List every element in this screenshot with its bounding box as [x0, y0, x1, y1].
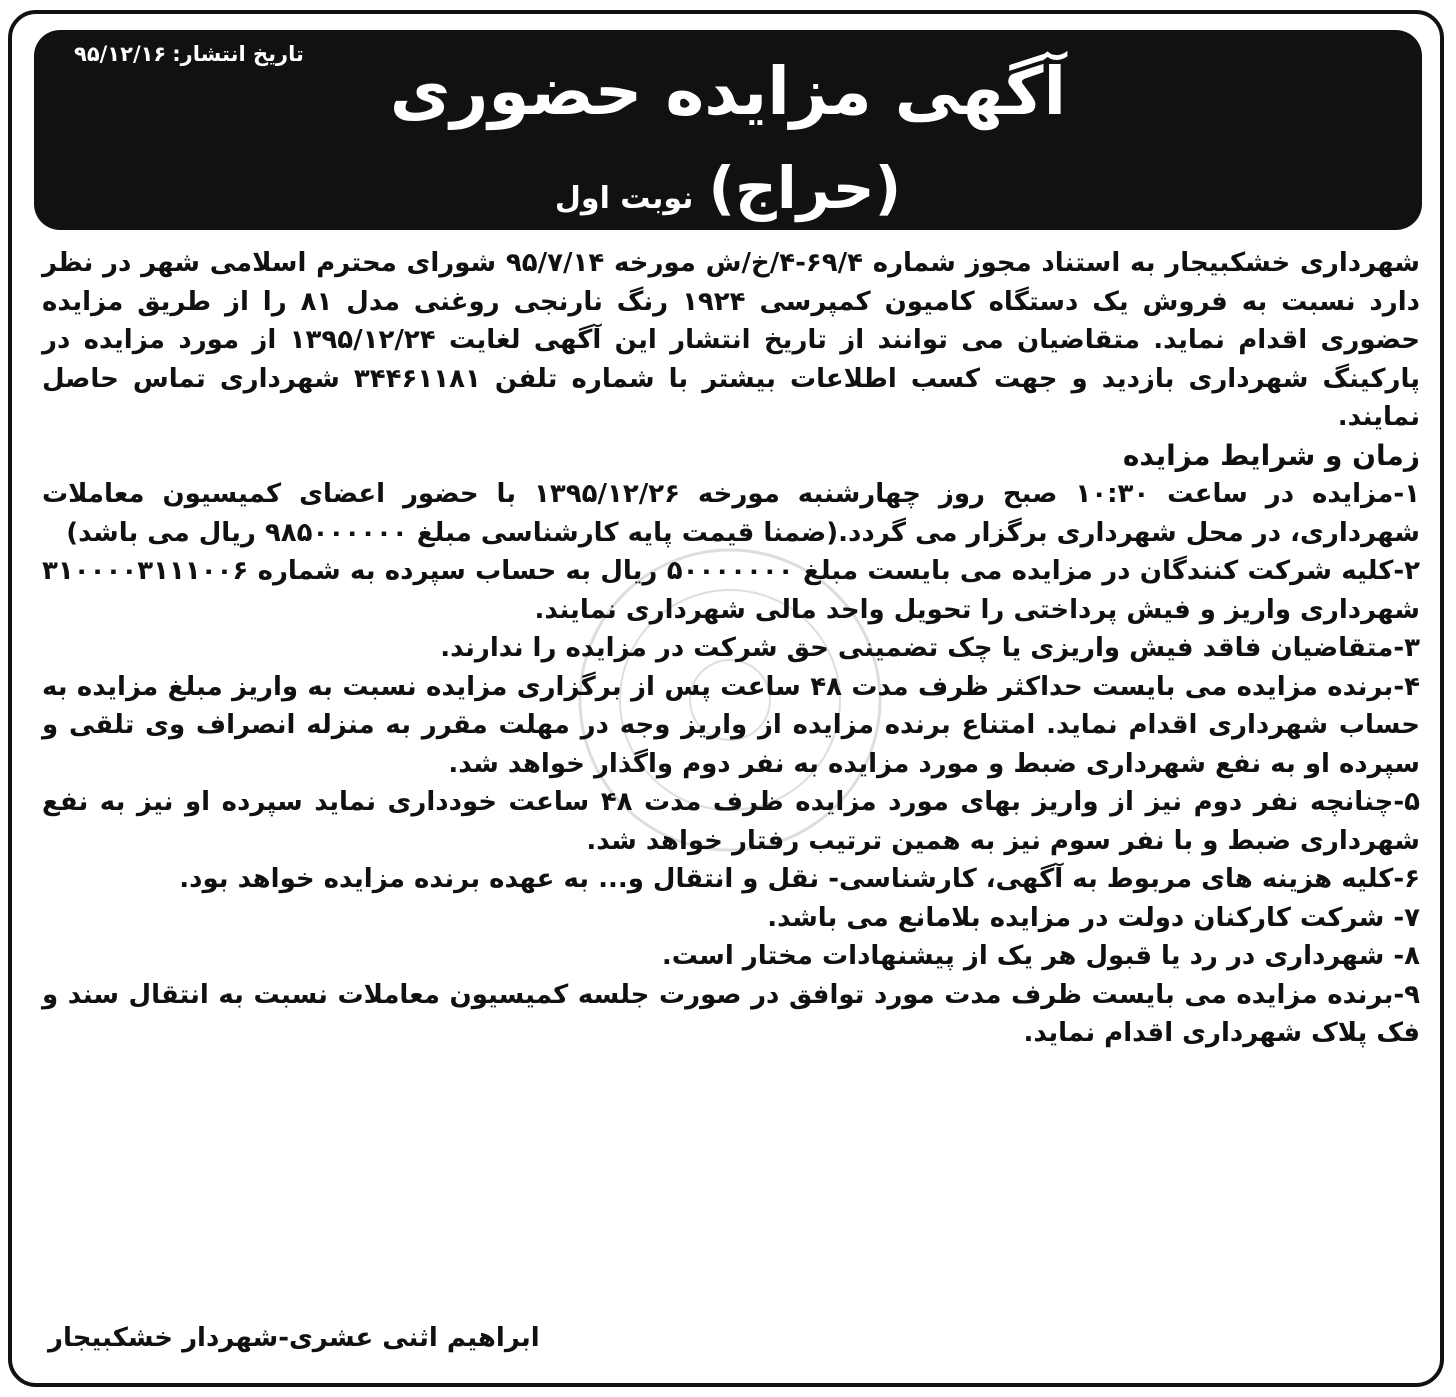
condition-item-8: ۸- شهرداری در رد یا قبول هر یک از پیشنهادات مختار است. [661, 941, 1420, 971]
notice-round: نوبت اول [554, 181, 694, 216]
notice-body [42, 244, 1420, 1053]
publish-date-value: ۹۵/۱۲/۱۶ [74, 42, 167, 66]
condition-item-4: ۴-برنده مزایده می بایست حداکثر ظرف مدت ۴۸ ساعت پس از برگزاری مزایده نسبت به واریز مبلغ مزایده به حساب شهرداری اقدام نماید. امتناع برنده مزایده از واریز وجه در مهلت مقرر به منزله انصراف وی تلقی و سپرده او به نفع شهرداری ضبط و مورد مزایده به نفر دوم واگذار خواهد شد. [42, 671, 1420, 779]
condition-item-5: ۵-چنانچه نفر دوم نیز از واریز بهای مورد مزایده ظرف مدت ۴۸ ساعت خودداری نماید سپرده او نیز به نفع شهرداری ضبط و با نفر سوم نیز به همین ترتیب رفتار خواهد شد. [42, 787, 1420, 856]
notice-header [34, 30, 1422, 230]
signature-line: ابراهیم اثنی عشری-شهردار خشکبیجار [48, 1323, 540, 1353]
intro-paragraph: شهرداری خشکبیجار به استناد مجوز شماره ۶۹/۴-۴/خ/ش مورخه ۹۵/۷/۱۴ شورای محترم اسلامی شهر در نظر دارد نسبت به فروش یک دستگاه کامیون کمپرسی ۱۹۲۴ رنگ نارنجی روغنی مدل ۸۱ را از طریق مزایده حضوری اقدام نماید. متقاضیان می توانند از تاریخ انتشار این آگهی لغایت ۱۳۹۵/۱۲/۲۴ از مورد مزایده در پارکینگ شهرداری بازدید و جهت کسب اطلاعات بیشتر با شماره تلفن ۳۴۴۶۱۱۸۱ شهرداری تماس حاصل نمایند. [42, 248, 1421, 432]
condition-item-1: ۱-مزایده در ساعت ۱۰:۳۰ صبح روز چهارشنبه مورخه ۱۳۹۵/۱۲/۲۶ با حضور اعضای کمیسیون معاملات شهرداری، در محل شهرداری برگزار می گردد.(ضمنا قیمت پایه کارشناسی مبلغ ۹۸۵۰۰۰۰۰۰ ریال می باشد) [42, 479, 1420, 548]
notice-subtitle: (حراج) [708, 154, 902, 222]
condition-item-9: ۹-برنده مزایده می بایست ظرف مدت مورد توافق در صورت جلسه کمیسیون معاملات نسبت به انتقال سند و فک پلاک شهرداری اقدام نماید. [42, 979, 1420, 1048]
condition-item-7: ۷- شرکت کارکنان دولت در مزایده بلامانع می باشد. [767, 902, 1420, 933]
notice-title: آگهی مزایده حضوری [389, 53, 1067, 130]
condition-item-6: ۶-کلیه هزینه های مربوط به آگهی، کارشناسی- نقل و انتقال و... به عهده برنده مزایده خواهد بود. [179, 864, 1420, 894]
conditions-heading: زمان و شرایط مزایده [1122, 438, 1420, 472]
condition-item-3: ۳-متقاضیان فاقد فیش واریزی یا چک تضمینی حق شرکت در مزایده را ندارند. [440, 633, 1420, 663]
condition-item-2: ۲-کلیه شرکت کنندگان در مزایده می بایست مبلغ ۵۰۰۰۰۰۰۰ ریال به حساب سپرده به شماره ۳۱۰۰۰۰۳۱۱۱۰۰۶ شهرداری واریز و فیش پرداختی را تحویل واحد مالی شهرداری نمایند. [42, 556, 1420, 625]
publish-date-label: تاریخ انتشار: [172, 42, 304, 66]
notice-subtitle-row [34, 152, 1422, 239]
